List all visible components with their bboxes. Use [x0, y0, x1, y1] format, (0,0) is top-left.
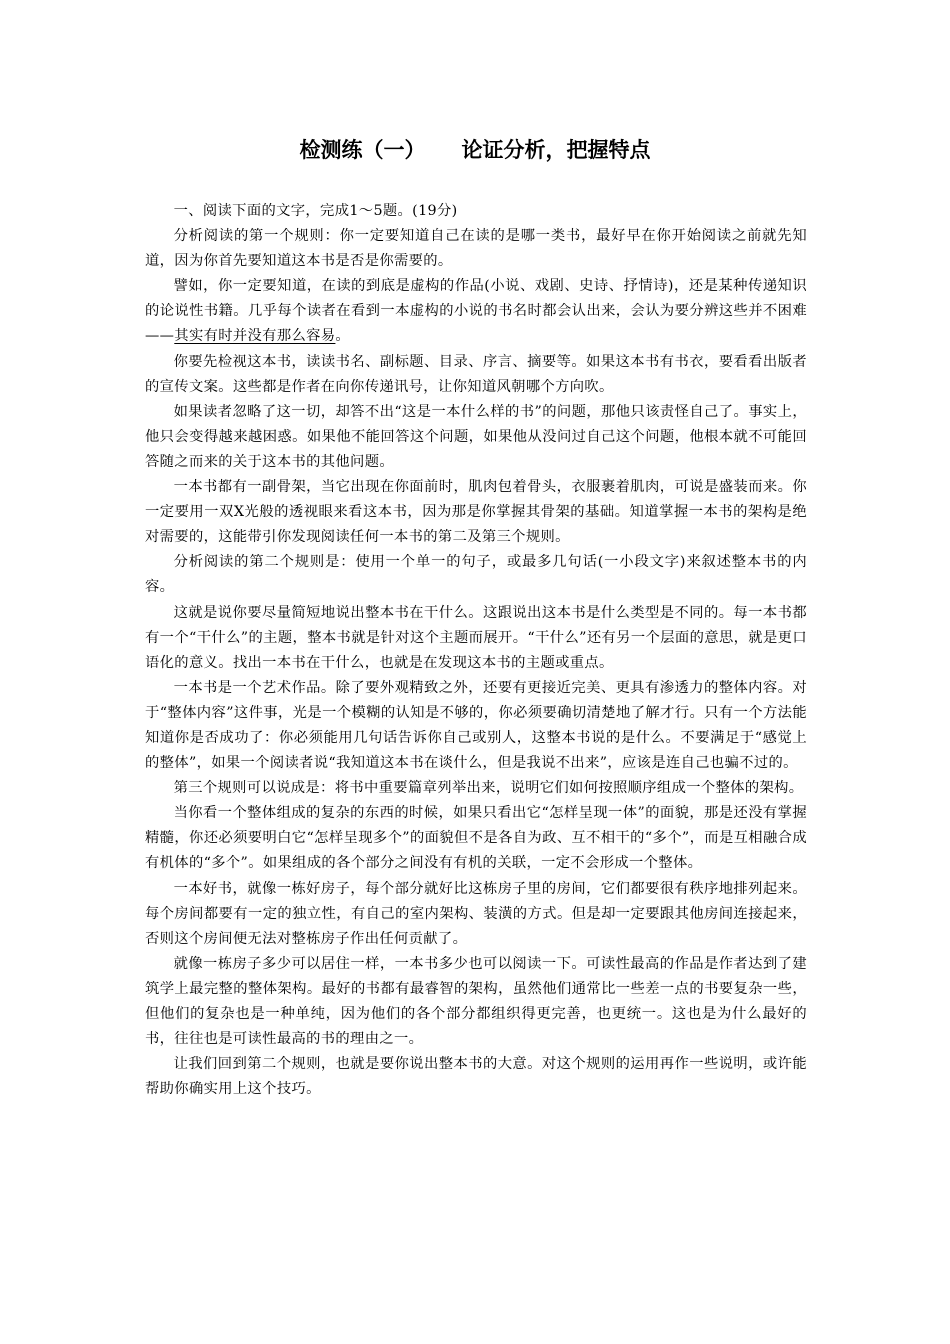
page-title — [0, 134, 950, 166]
paragraph-text: 一本书是一个艺术作品。除了要外观精致之外，还要有更接近完美、更具有渗透力的整体内容。对于“整体内容”这件事，光是一个模糊的认知是不够的，你必须要确切清楚地了解才行。只有一个方法能知道你是否成功了：你必须能用几句话告诉你自己或别人，这整本书说的是什么。不要满足于“感觉上的整体”，如果一个阅读者说“我知道这本书在谈什么，但是我说不出来”，应该是连自己也骗不过的。 — [145, 679, 807, 772]
paragraph — [145, 400, 807, 475]
paragraph — [145, 601, 807, 676]
paragraph — [145, 877, 807, 952]
paragraph-text: 这就是说你要尽量简短地说出整本书在干什么。这跟说出这本书是什么类型是不同的。每一本书都有一个“干什么”的主题，整本书就是针对这个主题而展开。“干什么”还有另一个层面的意思，就是更口语化的意义。找出一本书在干什么，也就是在发现这本书的主题或重点。 — [145, 604, 807, 671]
paragraph-text: 当你看一个整体组成的复杂的东西的时候，如果只看出它“怎样呈现一体”的面貌，那是还没有掌握精髓，你还必须要明白它“怎样呈现多个”的面貌但不是各自为政、互不相干的“多个”，而是互相融合成有机体的“多个”。如果组成的各个部分之间没有有机的关联，一定不会形成一个整体。 — [145, 805, 807, 872]
question-instruction — [145, 199, 807, 224]
paragraph — [145, 550, 807, 600]
paragraph — [145, 274, 807, 349]
paragraph — [145, 1052, 807, 1102]
article-body — [145, 199, 807, 1102]
paragraph-text: 一本书都有一副骨架，当它出现在你面前时，肌肉包着骨头，衣服裹着肌肉，可说是盛装而来。你一定要用一双X光般的透视眼来看这本书，因为那是你掌握其骨架的基础。知道掌握一本书的架构是绝对需要的，这能带引你发现阅读任何一本书的第二及第三个规则。 — [145, 479, 807, 546]
paragraph-text: 就像一栋房子多少可以居住一样，一本书多少也可以阅读一下。可读性最高的作品是作者达到了建筑学上最完整的整体架构。最好的书都有最睿智的架构，虽然他们通常比一些差一点的书要复杂一些，但他们的复杂也是一种单纯，因为他们的各个部分都组织得更完善，也更统一。这也是为什么最好的书，往往也是可读性最高的书的理由之一。 — [145, 955, 807, 1048]
paragraph-text: 譬如，你一定要知道，在读的到底是虚构的作品(小说、戏剧、史诗、抒情诗)，还是某种传递知识的论说性书籍。几乎每个读者在看到一本虚构的小说的书名时都会认出来，会认为要分辨这些并不困难—— — [145, 278, 807, 345]
paragraph-text: 。 — [335, 328, 351, 345]
paragraph-text: 如果读者忽略了这一切，却答不出“这是一本什么样的书”的问题，那他只该责怪自己了。事实上，他只会变得越来越困惑。如果他不能回答这个问题，如果他从没问过自己这个问题，他根本就不可能回答随之而来的关于这本书的其他问题。 — [145, 403, 807, 470]
underlined-phrase: 其实有时并没有那么容易 — [174, 328, 336, 345]
paragraph — [145, 224, 807, 274]
paragraph-text: 一、阅读下面的文字，完成1～5题。(19分) — [173, 203, 458, 219]
paragraph-text: 一本好书，就像一栋好房子，每个部分就好比这栋房子里的房间，它们都要很有秩序地排列起来。每个房间都要有一定的独立性，有自己的室内架构、装潢的方式。但是却一定要跟其他房间连接起来，否则这个房间便无法对整栋房子作出任何贡献了。 — [145, 880, 807, 947]
title-part-1: 检测练（一） — [299, 138, 426, 162]
paragraph-text: 你要先检视这本书，读读书名、副标题、目录、序言、摘要等。如果这本书有书衣，要看看出版者的宣传文案。这些都是作者在向你传递讯号，让你知道风朝哪个方向吹。 — [145, 353, 807, 395]
paragraph — [145, 952, 807, 1052]
paragraph-text: 第三个规则可以说成是：将书中重要篇章列举出来，说明它们如何按照顺序组成一个整体的架构。 — [173, 780, 804, 797]
paragraph-text: 分析阅读的第一个规则：你一定要知道自己在读的是哪一类书，最好早在你开始阅读之前就先知道，因为你首先要知道这本书是否是你需要的。 — [145, 228, 807, 270]
paragraph — [145, 801, 807, 876]
paragraph — [145, 475, 807, 550]
paragraph — [145, 350, 807, 400]
paragraph-text: 分析阅读的第二个规则是：使用一个单一的句子，或最多几句话(一小段文字)来叙述整本书的内容。 — [145, 554, 807, 596]
paragraph — [145, 776, 807, 801]
paragraph-text: 让我们回到第二个规则，也就是要你说出整本书的大意。对这个规则的运用再作一些说明，或许能帮助你确实用上这个技巧。 — [145, 1056, 807, 1098]
paragraph — [145, 676, 807, 776]
title-part-2: 论证分析，把握特点 — [461, 138, 651, 162]
